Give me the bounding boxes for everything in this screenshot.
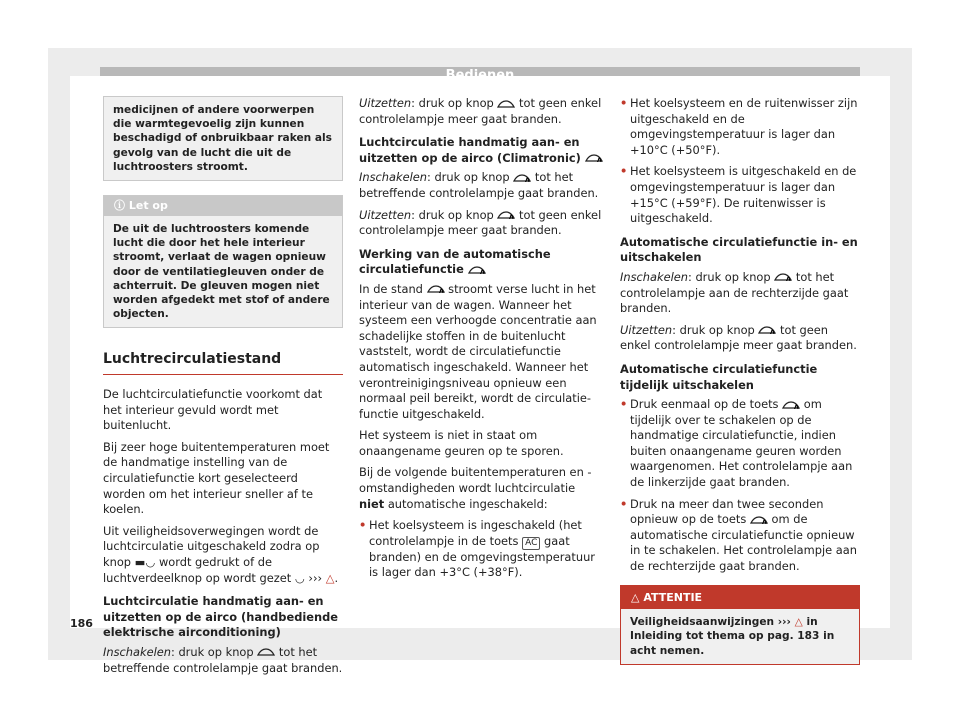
note-body: De uit de luchtroosters komende lucht die door het hele interieur stroomt, verlaat de wagen opnieuw door de ventilatiegleuven onder de achterruit. De gleuven mogen niet worden afgedekt met stof of andere objecten. [113, 223, 330, 321]
recirculation-icon [257, 647, 275, 657]
ac-button-icon: AC [522, 537, 540, 550]
svg-text:A: A [525, 176, 530, 183]
warning-triangle-icon: △ [631, 590, 640, 604]
note-title: Let op [128, 199, 168, 213]
list-item: • Het koelsysteem is ingeschakeld (het controlelampje in de toets AC gaat branden) en de omgevingstemperatuur is lager dan +3°C (+38°F). [359, 518, 603, 581]
paragraph: Uitzetten: druk op knop A tot geen enkel controlelampje meer gaat branden. [359, 207, 602, 238]
auto-recirculation-icon [513, 173, 531, 183]
column-1 [103, 96, 343, 682]
auto-recirculation-icon [427, 284, 445, 294]
paragraph: De luchtcirculatiefunctie voorkomt dat het interieur gevuld wordt met buitenlucht. [103, 387, 323, 433]
svg-text:A: A [479, 268, 485, 275]
page-number: 186 [70, 617, 93, 630]
subheading: Luchtcirculatie handmatig aan- en uitzetten op de airco (handbediende elektrische airconditioning) [103, 594, 338, 640]
list-item: • Druk na meer dan twee seconden opnieuw op de toets A om de automatische circulatiefunctie opnieuw in te schakelen. Het controlelampje aan de rechterzijde gaat branden. [620, 497, 860, 575]
svg-text:A: A [509, 214, 515, 221]
list-item: • Het koelsysteem en de ruitenwisser zijn uitgeschakeld en de omgevingstemperatuur is lager dan +10°C (+50°F). [620, 96, 860, 158]
info-icon: ⓘ [114, 199, 125, 213]
paragraph: Inschakelen: druk op knop A tot het betreffende controlelampje gaat branden. [359, 170, 599, 200]
cross-reference-icon: ››› [777, 616, 791, 629]
subheading: Automatische circulatiefunctie in- en uitschakelen [620, 234, 858, 265]
attention-box [620, 585, 860, 665]
recirculation-icon [497, 99, 515, 109]
note-header [104, 196, 342, 216]
subheading: Luchtcirculatie handmatig aan- en uitzetten op de airco (Climatronic) A [359, 135, 602, 165]
list-item: • Druk eenmaal op de toets A om tijdelijk over te schakelen op de handmatige circulatiefunctie, indien buiten onaangename geuren worden waargenomen. Het controlelampje aan de linkerzijde gaat branden. [620, 397, 860, 491]
section-title: Luchtrecirculatiestand [103, 352, 343, 375]
svg-text:A: A [761, 518, 767, 525]
paragraph: In de stand A stroomt verse lucht in het interieur van de wagen. Wanneer het systeem een verhoogde concentratie aan schadelijke stoffen in de buitenlucht vaststelt, wordt de circulatiefunctie automatisch ingeschakeld. Wanneer het verontreinigingsniveau opnieuw een normaal peil bereikt, wordt de circulatiefunctie uitgeschakeld. [359, 281, 597, 421]
auto-recirculation-icon [750, 515, 768, 525]
warning-triangle-icon: △ [325, 570, 335, 585]
auto-recirculation-icon [497, 210, 515, 220]
auto-recirculation-icon [782, 400, 800, 410]
auto-recirculation-icon [774, 272, 792, 282]
note-box [103, 195, 343, 328]
svg-text:A: A [770, 329, 776, 336]
column-2 [359, 96, 603, 587]
warning-continuation: medicijnen of andere voorwerpen die warmtegevoelig zijn kunnen beschadigd of onbruikbaar raken als gevolg van de lucht die uit de luchtroosters stroomt. [103, 96, 343, 181]
svg-text:A: A [438, 288, 444, 295]
subheading: Werking van de automatische circulatiefunctie A [359, 246, 551, 277]
cross-reference-icon: ››› [308, 570, 323, 585]
paragraph: Uitzetten: druk op knop A tot geen enkel controlelampje meer gaat branden. [620, 322, 857, 353]
auto-recirculation-icon [758, 325, 776, 335]
paragraph: Inschakelen: druk op knop tot het betreffende controlelampje gaat branden. [103, 644, 343, 675]
paragraph: Uitzetten: druk op knop tot geen enkel controlelampje meer gaat branden. [359, 96, 602, 126]
column-3 [620, 96, 860, 665]
attention-title: ATTENTIE [643, 590, 703, 604]
svg-text:A: A [794, 403, 799, 410]
subheading: Automatische circulatiefunctie tijdelijk uitschakelen [620, 361, 818, 392]
list-item: • Het koelsysteem is uitgeschakeld en de omgevingstemperatuur is lager dan +15°C (+59°F). De ruitenwisser is uitgeschakeld. [620, 164, 860, 226]
auto-recirculation-icon [585, 153, 603, 163]
attention-header [621, 586, 859, 610]
paragraph: Uit veiligheidsoverwegingen wordt de luchtcirculatie uitgeschakeld zodra op knop ▬◡ wordt gedrukt of de luchtverdeelknop op wordt gezet ◡ ››› △. [103, 523, 339, 585]
windshield-icon: ◡ [294, 570, 305, 585]
auto-recirculation-icon [468, 265, 486, 275]
svg-text:A: A [786, 276, 791, 283]
paragraph: Inschakelen: druk op knop A tot het controlelampje aan de rechterzijde gaat branden. [620, 269, 849, 316]
svg-text:A: A [596, 157, 602, 164]
max-defrost-icon: ▬◡ [134, 554, 156, 569]
warning-triangle-icon: △ [794, 616, 803, 629]
paragraph: Bij zeer hoge buitentemperaturen moet de handmatige instelling van de circulatiefunctie kort geselecteerd worden om het interieur sneller af te koelen. [103, 439, 330, 517]
attention-body: Veiligheidsaanwijzingen ››› △ in Inleiding tot thema op pag. 183 in acht nemen. [621, 609, 859, 664]
paragraph: Bij de volgende buitentemperaturen en -omstandigheden wordt luchtcirculatie niet automatische ingeschakeld: [359, 465, 592, 511]
paragraph: Het systeem is niet in staat om onaangename geuren op te sporen. [359, 428, 564, 458]
